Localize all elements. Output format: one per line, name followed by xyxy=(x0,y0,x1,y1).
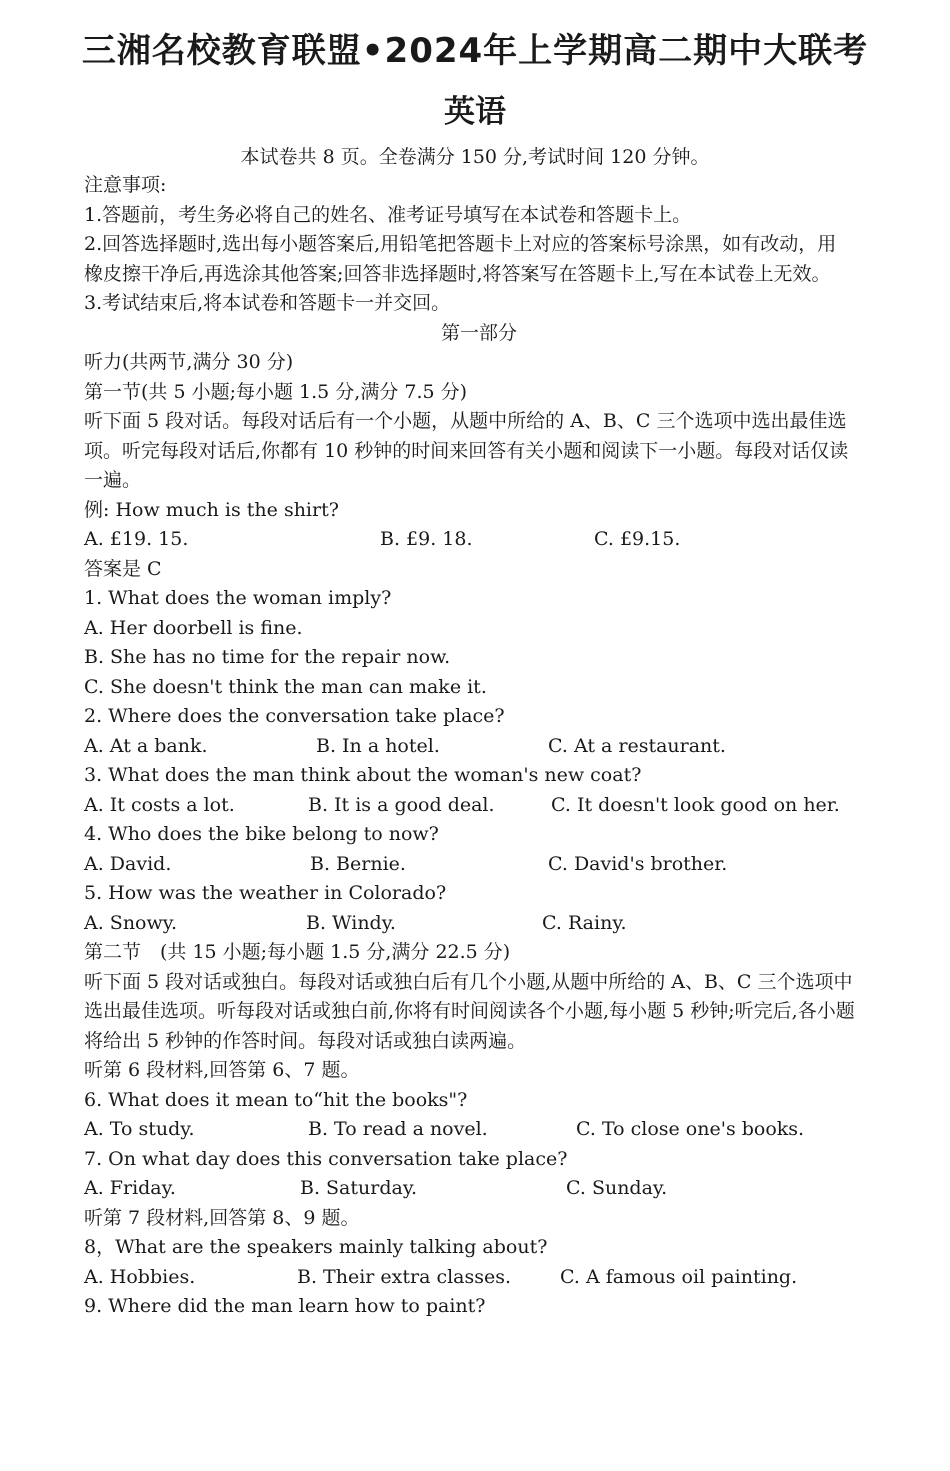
question-options xyxy=(84,909,874,939)
question: 5. How was the weather in Colorado? xyxy=(84,882,447,904)
material-heading: 听第 7 段材料,回答第 8、9 题。 xyxy=(84,1206,360,1229)
option-b: B. Their extra classes. xyxy=(297,1265,512,1288)
instruction-line: 将给出 5 秒钟的作答时间。每段对话或独白读两遍。 xyxy=(84,1029,527,1052)
subject-title: 英语 xyxy=(444,94,506,130)
instruction-line: 听下面 5 段对话或独白。每段对话或独白后有几个小题,从题中所给的 A、B、C 三个选项中 xyxy=(84,970,853,993)
option-c: C. David's brother. xyxy=(548,852,728,875)
exam-title: 三湘名校教育联盟•2024年上学期高二期中大联考 xyxy=(81,31,869,71)
option-b: B. She has no time for the repair now. xyxy=(84,646,451,668)
option-a: A. Snowy. xyxy=(84,911,178,934)
exam-intro: 本试卷共 8 页。全卷满分 150 分,考试时间 120 分钟。 xyxy=(240,146,710,168)
option-a: A. Friday. xyxy=(84,1177,176,1199)
question-options xyxy=(84,850,874,880)
exam-title-banner xyxy=(0,30,950,72)
option-a: A. Hobbies. xyxy=(84,1265,196,1288)
section-title: 第二节 (共 15 小题;每小题 1.5 分,满分 22.5 分) xyxy=(84,941,511,963)
option-b: B. Windy. xyxy=(306,911,396,934)
option-b: B. It is a good deal. xyxy=(308,793,495,816)
example-answer: 答案是 C xyxy=(84,557,162,580)
option-b: B. Bernie. xyxy=(310,852,406,875)
instruction-line: 项。听完每段对话后,你都有 10 秒钟的时间来回答有关小题和阅读下一小题。每段对话仅读 xyxy=(84,439,849,462)
note-line: 1.答题前，考生务必将自己的姓名、准考证号填写在本试卷和答题卡上。 xyxy=(84,203,692,226)
listening-heading: 听力(共两节,满分 30 分) xyxy=(84,351,294,373)
question: 1. What does the woman imply? xyxy=(84,587,392,609)
question-options xyxy=(84,1115,874,1145)
question-options xyxy=(84,732,874,762)
question-options xyxy=(84,1174,874,1204)
question: 9. Where did the man learn how to paint? xyxy=(84,1295,486,1317)
note-line: 3.考试结束后,将本试卷和答题卡一并交回。 xyxy=(84,292,451,314)
option-a: A. £19. 15. xyxy=(84,528,189,550)
question-options xyxy=(84,1263,874,1293)
option-c: C. A famous oil painting. xyxy=(560,1265,798,1288)
option-c: C. It doesn't look good on her. xyxy=(551,793,840,816)
option-a: A. At a bank. xyxy=(84,734,208,757)
instruction-line: 选出最佳选项。听每段对话或独白前,你将有时间阅读各个小题,每小题 5 秒钟;听完后,各小题 xyxy=(84,1000,855,1022)
option-a: A. It costs a lot. xyxy=(84,793,235,816)
option-c: C. At a restaurant. xyxy=(548,734,726,757)
notes-heading: 注意事项: xyxy=(84,174,167,196)
option-c: C. She doesn't think the man can make it. xyxy=(84,675,487,698)
question-options xyxy=(84,791,874,821)
question: 6. What does it mean to“hit the books"? xyxy=(84,1088,468,1111)
option-a: A. Her doorbell is fine. xyxy=(84,616,303,639)
instruction-line: 一遍。 xyxy=(84,469,142,491)
section-title: 第一节(共 5 小题;每小题 1.5 分,满分 7.5 分) xyxy=(84,380,468,403)
question: 7. On what day does this conversation take place? xyxy=(84,1147,568,1170)
option-c: C. £9.15. xyxy=(594,528,681,550)
example-question: 例: How much is the shirt? xyxy=(84,498,339,521)
option-b: B. In a hotel. xyxy=(316,734,440,757)
option-a: A. David. xyxy=(84,852,172,875)
option-a: A. To study. xyxy=(84,1118,195,1140)
instruction-line: 听下面 5 段对话。每段对话后有一个小题，从题中所给的 A、B、C 三个选项中选出最佳选 xyxy=(84,410,847,432)
note-line: 2.回答选择题时,选出每小题答案后,用铅笔把答题卡上对应的答案标号涂黑，如有改动，用 xyxy=(84,233,837,255)
example-options xyxy=(84,525,874,555)
question: 8，What are the speakers mainly talking about? xyxy=(84,1236,548,1258)
option-c: C. Sunday. xyxy=(566,1177,668,1199)
option-c: C. To close one's books. xyxy=(576,1118,805,1140)
note-line: 橡皮擦干净后,再选涂其他答案;回答非选择题时,将答案写在答题卡上,写在本试卷上无效。 xyxy=(84,262,831,285)
question: 4. Who does the bike belong to now? xyxy=(84,823,439,845)
exam-body xyxy=(84,171,874,1322)
part-title: 第一部分 xyxy=(440,321,517,344)
question: 2. Where does the conversation take place? xyxy=(84,705,505,727)
material-heading: 听第 6 段材料,回答第 6、7 题。 xyxy=(84,1059,360,1081)
option-b: B. £9. 18. xyxy=(380,528,473,550)
option-c: C. Rainy. xyxy=(542,911,627,934)
option-b: B. Saturday. xyxy=(300,1177,418,1199)
option-b: B. To read a novel. xyxy=(308,1118,488,1140)
question: 3. What does the man think about the woman's new coat? xyxy=(84,764,642,786)
